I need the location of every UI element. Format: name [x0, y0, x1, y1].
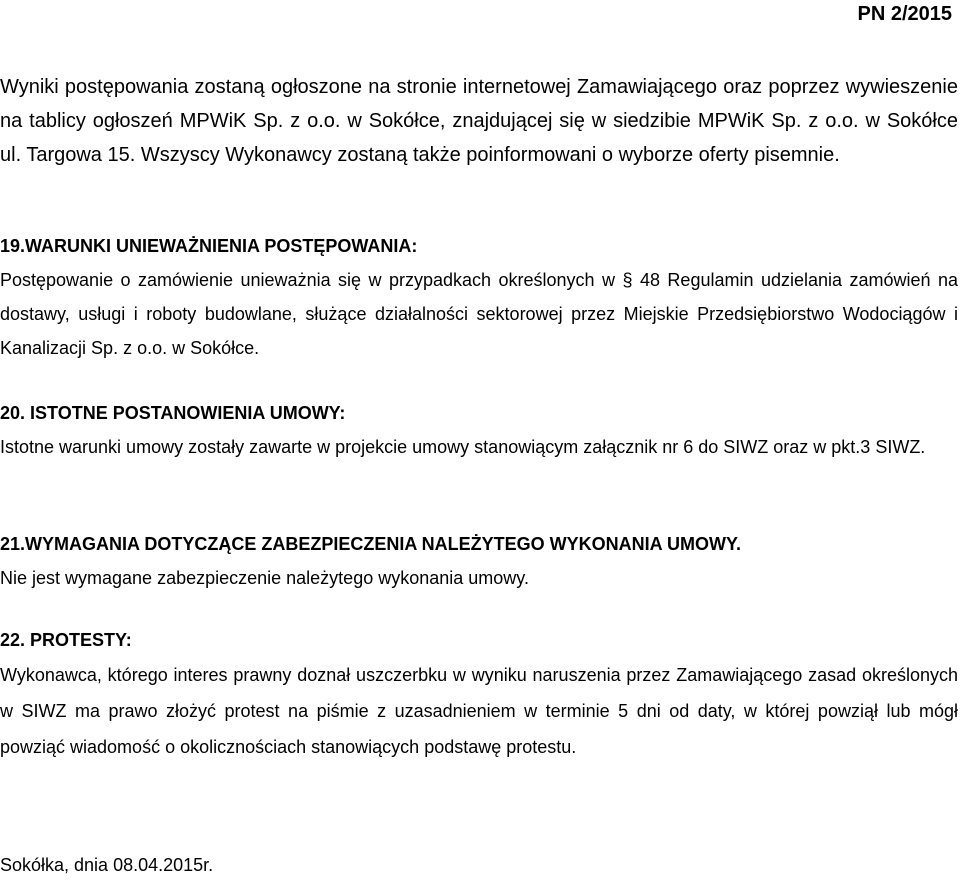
section-body: Wykonawca, którego interes prawny doznał uszczerbku w wyniku naruszenia przez Zamawiającego zasad określonych w SIWZ ma prawo złożyć protest na piśmie z uzasadnieniem w terminie 5 dni od daty, w której powziął lub mógł powziąć wiadomość o okolicznościach stanowiących podstawę protestu.: [0, 665, 958, 757]
section-20-contract-terms: [0, 396, 958, 464]
section-heading: 22. PROTESTY:: [0, 630, 132, 650]
section-heading: 21.WYMAGANIA DOTYCZĄCE ZABEZPIECZENIA NALEŻYTEGO WYKONANIA UMOWY.: [0, 534, 742, 554]
section-heading: 19.WARUNKI UNIEWAŻNIENIA POSTĘPOWANIA:: [0, 236, 418, 256]
section-body: Nie jest wymagane zabezpieczenie należytego wykonania umowy.: [0, 568, 529, 588]
section-body: Postępowanie o zamówienie unieważnia się w przypadkach określonych w § 48 Regulamin udzielania zamówień na dostawy, usługi i roboty budowlane, służące działalności sektorowej przez Miejskie Przedsiębiorstwo Wodociągów i Kanalizacji Sp. z o.o. w Sokółce.: [0, 270, 958, 358]
section-22-protests: [0, 623, 958, 765]
document-number: PN 2/2015: [857, 3, 952, 25]
section-21-performance-security: [0, 527, 958, 595]
place-and-date: Sokółka, dnia 08.04.2015r.: [0, 855, 214, 875]
section-body: Istotne warunki umowy zostały zawarte w projekcie umowy stanowiącym załącznik nr 6 do SIWZ oraz w pkt.3 SIWZ.: [0, 437, 926, 457]
section-19-cancellation-conditions: [0, 229, 958, 365]
section-heading: 20. ISTOTNE POSTANOWIENIA UMOWY:: [0, 403, 346, 423]
intro-paragraph: Wyniki postępowania zostaną ogłoszone na stronie internetowej Zamawiającego oraz poprzez wywieszenie na tablicy ogłoszeń MPWiK Sp. z o.o. w Sokółce, znajdującej się w siedzibie MPWiK Sp. z o.o. w Sokółce ul. Targowa 15. Wszyscy Wykonawcy zostaną także poinformowani o wyborze oferty pisemnie.: [0, 76, 958, 166]
